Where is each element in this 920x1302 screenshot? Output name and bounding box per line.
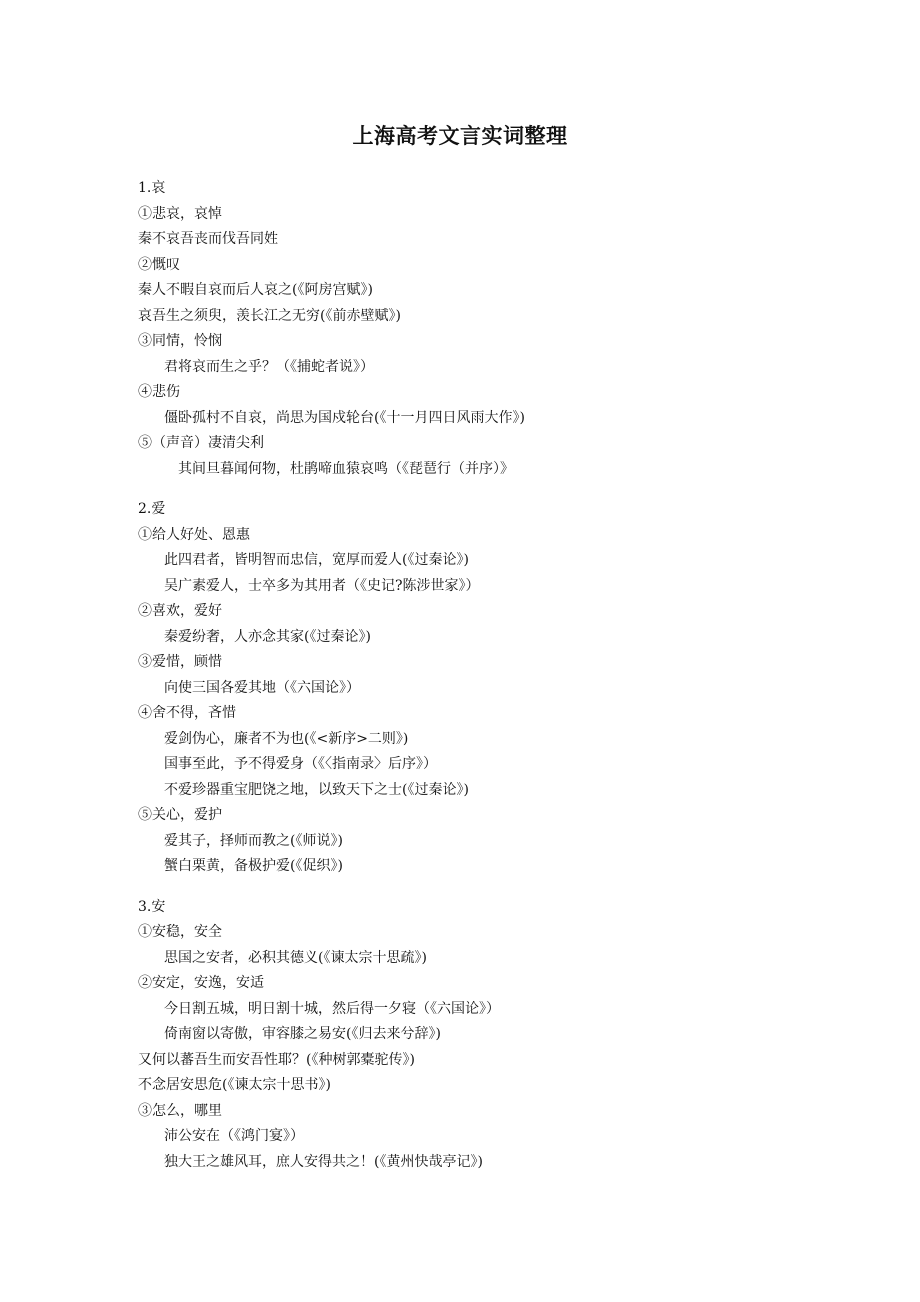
example-sentence: 秦爱纷奢，人亦念其家(《过秦论》): [164, 628, 371, 645]
example-sentence: 独大王之雄风耳，庶人安得共之！(《黄州快哉亭记》): [164, 1153, 483, 1170]
entry-line: ②喜欢，爱好: [138, 603, 222, 619]
entry-line: ①给人好处、恩惠: [138, 526, 250, 543]
entry-line: 秦不哀吾丧而伐吾同姓: [138, 231, 278, 247]
example-sentence: 倚南窗以寄傲，审容膝之易安(《归去来兮辞》): [164, 1026, 441, 1042]
entry-line: 又何以蕃吾生而安吾性耶？(《种树郭橐驼传》): [138, 1051, 415, 1068]
entry-heading: 3.安: [138, 898, 166, 915]
entry-line: ③怎么，哪里: [138, 1102, 222, 1119]
entry-line: ①安稳，安全: [138, 924, 222, 940]
entry-line: ②安定，安逸，安适: [138, 975, 264, 991]
word-entry: [138, 497, 858, 880]
example-sentence: 此四君者，皆明智而忠信，宽厚而爱人(《过秦论》): [164, 552, 469, 568]
example-sentence: 国事至此，予不得爱身（《〈指南录〉后序》）: [164, 756, 437, 772]
entry-line: ④舍不得，吝惜: [138, 705, 236, 721]
entry-heading: 2.爱: [138, 501, 166, 517]
example-sentence: 爱剑伪心，廉者不为也(《<新序>二则》): [164, 730, 409, 747]
entry-line: ③同情，怜悯: [138, 333, 222, 349]
entry-line: ⑤（声音）凄清尖利: [138, 435, 264, 451]
example-sentence: 不爱珍器重宝肥饶之地，以致天下之士(《过秦论》): [164, 781, 469, 798]
document-body: [138, 176, 858, 1190]
entry-line: 秦人不暇自哀而后人哀之(《阿房宫赋》): [138, 282, 373, 298]
entry-line: 不念居安思危(《谏太宗十思书》): [138, 1077, 331, 1093]
example-sentence: 爱其子，择师而教之(《师说》): [164, 832, 343, 849]
entry-line: ③爱惜，顾惜: [138, 654, 222, 670]
entry-line: ④悲伤: [138, 384, 180, 400]
word-entry: [138, 176, 858, 482]
document-title: 上海高考文言实词整理: [352, 124, 568, 148]
example-sentence: 蟹白栗黄，备极护爱(《促织》): [164, 858, 343, 874]
example-sentence: 其间旦暮闻何物，杜鹃啼血猿哀鸣（《琵琶行（并序）》: [178, 460, 514, 477]
example-sentence: 今日割五城，明日割十城，然后得一夕寝（《六国论》）: [164, 1000, 500, 1017]
example-sentence: 沛公安在（《鸿门宴》）: [164, 1128, 304, 1144]
example-sentence: 吴广素爱人，士卒多为其用者（《史记?陈涉世家》）: [164, 577, 480, 594]
word-entry: [138, 895, 858, 1176]
entry-line: ⑤关心，爱护: [138, 807, 222, 823]
example-sentence: 僵卧孤村不自哀，尚思为国戍轮台(《十一月四日风雨大作》): [164, 409, 525, 426]
entry-line: 哀吾生之须臾，羡长江之无穷(《前赤壁赋》): [138, 307, 401, 324]
entry-line: ②慨叹: [138, 256, 180, 273]
example-sentence: 君将哀而生之乎？（《捕蛇者说》）: [164, 358, 374, 375]
example-sentence: 向使三国各爱其地（《六国论》）: [164, 679, 360, 696]
example-sentence: 思国之安者，必积其德义(《谏太宗十思疏》): [164, 949, 427, 966]
entry-heading: 1.哀: [138, 180, 166, 196]
entry-line: ①悲哀，哀悼: [138, 205, 222, 222]
